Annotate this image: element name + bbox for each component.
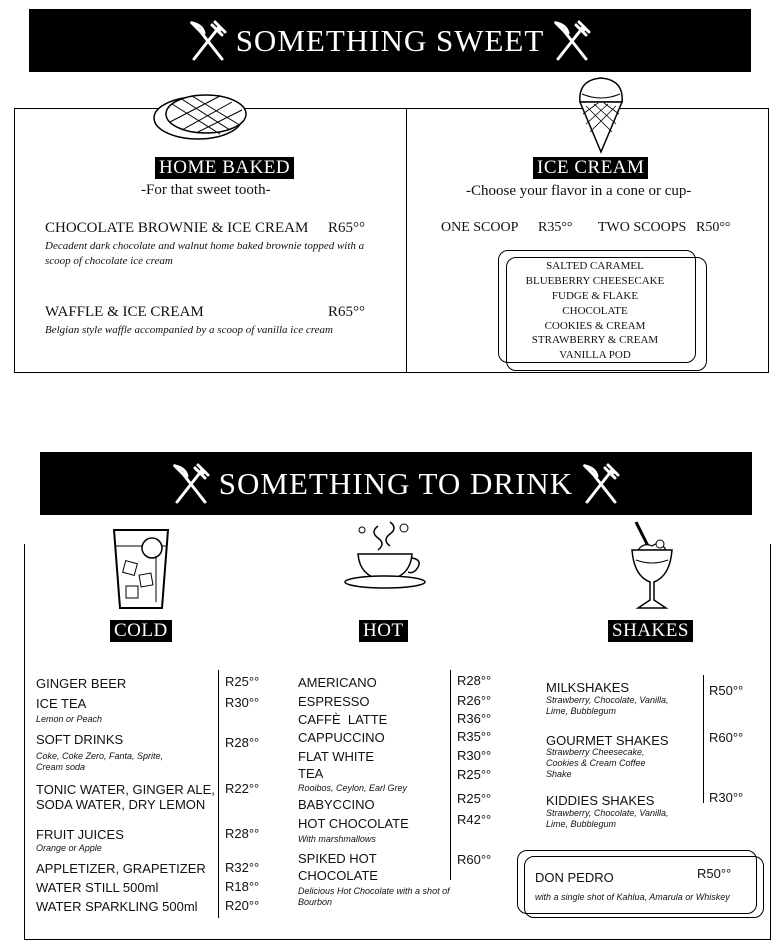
drink-banner-title: SOMETHING TO DRINK (218, 465, 574, 501)
hot-item-price: R28°° (457, 673, 492, 688)
ice-cream-heading: ICE CREAM (533, 157, 648, 179)
cold-item-price: R28°° (225, 735, 260, 750)
hot-item-name: ESPRESSO (298, 694, 370, 709)
brownie-price: R65°° (328, 220, 366, 236)
flavor-item: STRAWBERRY & CREAM (531, 334, 659, 346)
hot-item-price: R26°° (457, 693, 492, 708)
drink-left-border (24, 544, 25, 940)
cold-item-name: GINGER BEER (36, 676, 127, 691)
cold-item-price: R25°° (225, 674, 260, 689)
hot-item-name: FLAT WHITE (298, 749, 375, 764)
shake-item-name: KIDDIES SHAKES (546, 793, 655, 808)
drink-bottom-border (24, 939, 771, 940)
shake-item-price: R50°° (709, 683, 744, 698)
cold-item-name: APPLETIZER, GRAPETIZER (36, 861, 206, 876)
flavor-item: CHOCOLATE (562, 305, 628, 317)
cold-item-price: R32°° (225, 860, 260, 875)
fork-knife-icon (186, 19, 230, 63)
hot-price-divider (450, 670, 451, 880)
cold-item-price: R20°° (225, 898, 260, 913)
ice-cream-cone-icon (574, 74, 628, 154)
hot-coffee-cup-icon (342, 516, 428, 592)
cold-item-name: ICE TEA (36, 696, 87, 711)
drink-right-border (770, 544, 771, 940)
sweet-banner-title: SOMETHING SWEET (235, 22, 545, 58)
brownie-desc: Decadent dark chocolate and walnut home baked brownie topped with a scoop of chocolate ice cream (45, 240, 365, 267)
cold-item-desc: Lemon or Peach (36, 714, 103, 724)
shake-item-desc: Strawberry, Chocolate, Vanilla, Lime, Bubblegum (546, 695, 669, 716)
waffle-name: WAFFLE & ICE CREAM (45, 304, 204, 320)
hot-item-desc: With marshmallows (298, 834, 376, 844)
shake-item-name: MILKSHAKES (546, 680, 630, 695)
hot-item-price: R60°° (457, 852, 492, 867)
flavor-item: COOKIES & CREAM (544, 320, 646, 332)
sweet-divider (406, 108, 407, 372)
shakes-heading: SHAKES (608, 620, 693, 642)
shake-item-desc: Strawberry Cheesecake, Cookies & Cream Coffee Shake (546, 747, 646, 779)
shake-item-price: R60°° (709, 730, 744, 745)
one-scoop-price: R35°° (538, 220, 573, 235)
sweet-banner (29, 9, 751, 72)
cold-item-name: WATER SPARKLING 500ml (36, 899, 198, 914)
hot-item-name: CAPPUCCINO (298, 730, 385, 745)
cold-item-desc: Coke, Coke Zero, Fanta, Sprite, Cream soda (36, 751, 164, 772)
hot-item-price: R36°° (457, 711, 492, 726)
two-scoops-label: TWO SCOOPS (598, 220, 687, 235)
hot-item-price: R25°° (457, 767, 492, 782)
two-scoops-price: R50°° (696, 220, 731, 235)
home-baked-heading: HOME BAKED (155, 157, 294, 179)
cold-item-desc: Orange or Apple (36, 843, 102, 853)
waffle-icon (150, 90, 250, 142)
shake-item-desc: Strawberry, Chocolate, Vanilla, Lime, Bubblegum (546, 808, 669, 829)
flavor-item: VANILLA POD (559, 349, 631, 361)
cold-item-price: R22°° (225, 781, 260, 796)
hot-item-desc: Delicious Hot Chocolate with a shot of Bourbon (298, 886, 450, 907)
hot-item-name: BABYCCINO (298, 797, 375, 812)
home-baked-subtitle: -For that sweet tooth- (141, 182, 271, 198)
brownie-name: CHOCOLATE BROWNIE & ICE CREAM (45, 220, 309, 236)
fork-knife-icon (550, 19, 594, 63)
cold-item-price: R28°° (225, 826, 260, 841)
cold-item-price: R30°° (225, 695, 260, 710)
hot-item-name: HOT CHOCOLATE (298, 816, 409, 831)
hot-heading: HOT (359, 620, 408, 642)
flavor-item: FUDGE & FLAKE (551, 290, 639, 302)
shake-item-name: GOURMET SHAKES (546, 733, 669, 748)
hot-item-name: TEA (298, 766, 324, 781)
don-pedro-price: R50°° (697, 866, 732, 881)
one-scoop-label: ONE SCOOP (441, 220, 519, 235)
shakes-price-divider (703, 675, 704, 803)
cold-item-name: WATER STILL 500ml (36, 880, 159, 895)
cold-heading: COLD (110, 620, 172, 642)
cold-item-name: FRUIT JUICES (36, 827, 124, 842)
hot-item-name: CAFFÈ LATTE (298, 712, 388, 727)
cold-item-name: SOFT DRINKS (36, 732, 124, 747)
milkshake-glass-icon (626, 520, 678, 614)
cold-item-name: TONIC WATER, GINGER ALE, SODA WATER, DRY LEMON (36, 782, 215, 812)
don-pedro-desc: with a single shot of Kahlua, Amarula or Whiskey (535, 892, 730, 902)
cold-price-divider (218, 670, 219, 918)
fork-knife-icon (579, 462, 623, 506)
cold-drink-glass-icon (108, 526, 174, 612)
cold-item-price: R18°° (225, 879, 260, 894)
ice-cream-subtitle: -Choose your flavor in a cone or cup- (466, 183, 692, 199)
hot-item-desc: Rooibos, Ceylon, Earl Grey (298, 783, 408, 793)
drink-banner (40, 452, 752, 515)
waffle-price: R65°° (328, 304, 366, 320)
fork-knife-icon (169, 462, 213, 506)
shake-item-price: R30°° (709, 790, 744, 805)
don-pedro-name: DON PEDRO (535, 870, 614, 885)
hot-item-price: R30°° (457, 748, 492, 763)
flavor-item: SALTED CARAMEL (546, 260, 644, 272)
waffle-desc: Belgian style waffle accompanied by a scoop of vanilla ice cream (45, 324, 333, 336)
hot-item-price: R42°° (457, 812, 492, 827)
flavor-item: BLUEBERRY CHEESECAKE (525, 275, 665, 287)
hot-item-price: R35°° (457, 729, 492, 744)
hot-item-price: R25°° (457, 791, 492, 806)
hot-item-name: AMERICANO (298, 675, 377, 690)
hot-item-name: SPIKED HOT CHOCOLATE (298, 851, 378, 883)
